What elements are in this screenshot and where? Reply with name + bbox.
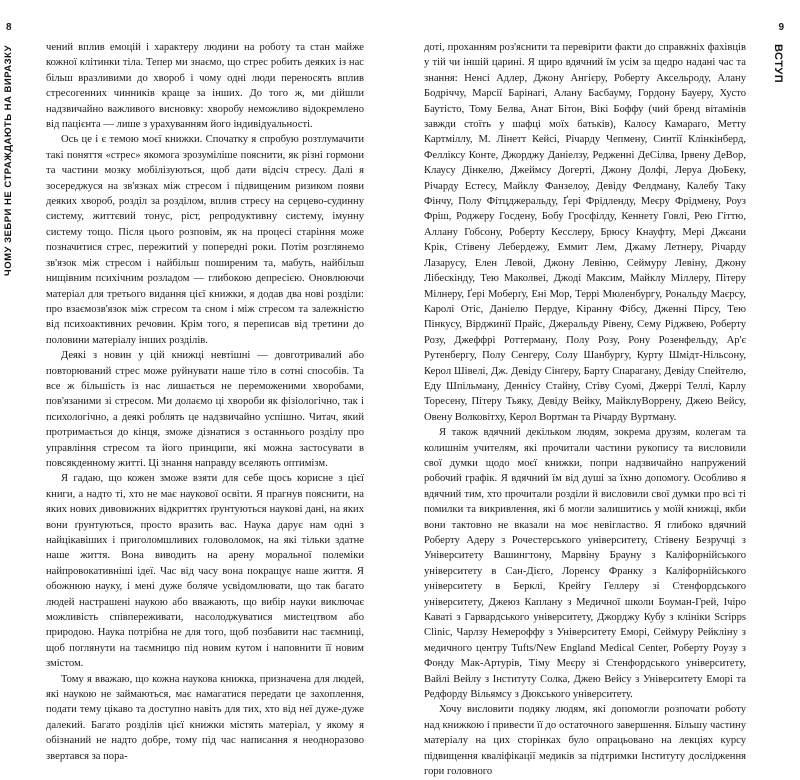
right-page <box>400 0 800 778</box>
page-number: 9 <box>778 22 784 33</box>
page-number: 8 <box>6 22 12 33</box>
paragraph: Тому я вважаю, що кожна наукова книжка, призначена для людей, які наукою не займаються, має намагатися передати це захоплення, подати тему цікаво та доступно навіть для тих, хто від неї дуже-дуже далекий. Багато розділів цієї книжки містять матеріал, у якому я обізнаний не надто добре, тому під час написання я неодноразово звертався за пора- <box>46 673 364 762</box>
paragraph: Я також вдячний декільком людям, зокрема друзям, колегам та колишнім учителям, які прочитали частини рукопису та висловили свої думки щодо моєї книжки, попри надзвичайно напружений робочий графік. Я вдячний їм від душі за їхню допомогу. Особливо я вдячний тим, хто прочитали розділи й висловили свої думки про всі ті помилки та викривлення, які б могли залишитись у моїй книжці, якби вони тактовно не вказали на моє невігластво. Я глибоко вдячний Роберту Адеру з Рочестерського університету, Стівену Безручці з Університету Вашингтону, Марвіну Брауну з Каліфорнійського університету в Сан-Дієго, Лоренсу Франку з Каліфорнійського університету в Берклі, Крейгу Геллеру зі Стенфордського університету, Джеюз Каплану з Медичної школи Боуман-Грей, Ічіро Каваті з Гарвардського університету, Джорджу Кубу з клініки Scripps Clinic, Чарлзу Немероффу з Університету Еморі, Сеймуру Рейкліну з медичного центру Tufts/New England Medical Center, Роберту Роузу з Фонду Мак-Артурів, Тіму Меєру зі Стенфордського університету, Вайлі Вейлу з Інституту Солка, Джею Вейсу з Університету Еморі та Редфорду Вільямсу з Дюкського університету. <box>424 427 746 701</box>
paragraph: Деякі з новин у цій книжці невтішні — довготривалий або повторюваний стрес може руйнувати наше тіло в сотні способів. Та все ж більшість із нас лишається не переможеними хворобами, пов'язаними зі стресом. Ми долаємо ці хвороби як фізіологічно, так і психологічно, а деякі роблять це надзвичайно успішно. Читач, який протримається до кінця, зможе дізнатися з останнього розділу про управління стресом та його принципи, які можна застосувати в повсякденному житті. Ці знання направду вселяють оптимізм. <box>46 350 364 469</box>
paragraph: Я гадаю, що кожен зможе взяти для себе щось корисне з цієї книги, а надто ті, хто не має наукової освіти. Я прагнув пояснити, на яких нових дивовижних відкриттях ґрунтуються наукові дані, на яких вони ґрунтуються, просто вразить вас. Наука дарує нам одні з найцікавіших і приголомшливих головоломок, на які тільки здатне наше життя. Вона виводить на арену моральної полеміки найпровокативніші ідеї. Час від часу вона покращує наше життя. Я обожнюю науку, і мені дуже боляче усвідомлювати, що так багато людей настрашені наукою або вважають, що вибір науки виключає можливість співпереживати, насолоджуватися мистецтвом або природою. Наука потрібна не для того, щоб позбавити нас таємниці, щоб поглянути на таємницю під новим кутом і наповнити її новим змістом. <box>46 473 364 670</box>
paragraph: доті, проханням роз'яснити та перевірити факти до справжніх фахівців у тій чи іншій царині. Я щиро вдячний їм усім за щедро надані час та знання: Ненсі Адлер, Джону Ангієру, Роберту Аксельроду, Алану Бодріччу, Марсії Барінагі, Алану Басбауму, Гордону Бауеру, Хусто Баутісто, Тому Белва, Анат Бітон, Вікі Боффу (чий бренд вітамінів завжди стоїть у шафці моїх батьків), Калосу Камараго, Метту Картміллу, М. Лінетт Кейсі, Річарду Чепмену, Синтії Клінкінберд, Фелліксу Конте, Джорджу Даніелзу, Редженні ДеСілва, Ірвену ДеВор, Клаусу Дінкелю, Джеймсу Догерті, Джону Долфі, Леруа ДюБеку, Річарду Естесу, Майклу Фанзелоу, Девіду Фелдману, Калебу Таку Фінчу, Полу Фітцджеральду, Ґері Фрідленду, Меєру Фрідмену, Роуз Фріш, Роджеру Госдену, Бобу Гросфілду, Кеннету Говлі, Рею Гіттю, Аллану Гобсону, Роберту Кесслеру, Брюсу Кнауфту, Мері Джєани Крік, Стівену Лебердежу, Еммит Лем, Джаму Летнеру, Річарду Лазарусу, Елен Левой, Джону Левіню, Сеймуру Левіну, Джону Лібескінду, Тею Маколвеі, Джоді Максим, Майклу Міллеру, Пітеру Мілнеру, Ґері Моберґу, Ені Мор, Террі Мюленбургу, Рональду Маєрсу, Каролі Отіс, Даніелю Пердуе, Кіранну Фібсу, Дженні Пірсу, Тею Пінкусу, Вірджинії Прайс, Джеральду Рівену, Сему Ріджвею, Роберту Розу, Джеффрі Роттерману, Полу Розу, Рону Розенфельду, Ар'є Рутенбергу, Полу Сенгеру, Солу Шанбургу, Курту Шмідт-Нільсону, Керол Шівелі, Дж. Девіду Сінґеру, Барту Спарагану, Девіду Спейтелю, Еду Шпільману, Деннісу Стайну, Стіву Суомі, Джеррі Теллі, Карлу Торесену, Пітеру Тьяку, Девіду Вейку, МайклуВоррену, Джею Вейсу, Овену Волковітху, Керол Вортман та Річарду Вуртману. <box>424 42 746 423</box>
body-text <box>424 40 746 780</box>
running-head-chapter-title: ВСТУП <box>772 44 784 84</box>
paragraph: Хочу висловити подяку людям, які допомогли розпочати роботу над книжкою і привести її до остаточного завершення. Більшу частину матеріалу на цих сторінках було опрацьовано на лекціях курсу підвищення кваліфікації медиків за підтримки Інституту дослідження гори головного <box>424 704 746 778</box>
left-page <box>0 0 400 762</box>
body-text <box>46 40 364 764</box>
paragraph: чений вплив емоцій і характеру людини на роботу та стан майже кожної клітинки тіла. Тепер ми знаємо, що стрес робить деяких із нас більш вразливими до хвороб і чому одні люди переносять вплив стресогенних чинників краще за інших. До того ж, ми дійшли надзвичайно важливого висновку: хворобу неможливо відокремлено від пацієнта — лише з урахуванням його індивідуальності. <box>46 42 364 131</box>
paragraph: Ось це і є темою моєї книжки. Спочатку я спробую розтлумачити такі поняття «стрес» якомога зрозуміліше пояснити, як різні гормони та частини мозку мобілізуються, щоб дати відсіч стресу. Далі я зосереджуся на зв'язках між стресом і підвищеним ризиком появи деяких хвороб, розділ за розділом, вплив стресу на серцево-судинну систему, життєвий тонус, ріст, репродуктивну систему, імунну систему тощо. Після цього розповім, як на процесі старіння може позначитися стрес, пережитий у попередні роки. Потім розглянемо зв'язок між стресом і найбільш поширеним та, мабуть, найбільш нищівним психічним розладом — глибокою депресією. Оновлюючи матеріал для третього видання цієї книжки, я додав два нові розділи: про взаємозв'язок між стресом та сном і між стресом та залежністю від психоактивних речовин. Крім того, я переписав від третини до половини матеріалу інших розділів. <box>46 134 364 346</box>
running-head-book-title: ЧОМУ ЗЕБРИ НЕ СТРАЖДАЮТЬ НА ВИРАЗКУ <box>3 45 14 276</box>
